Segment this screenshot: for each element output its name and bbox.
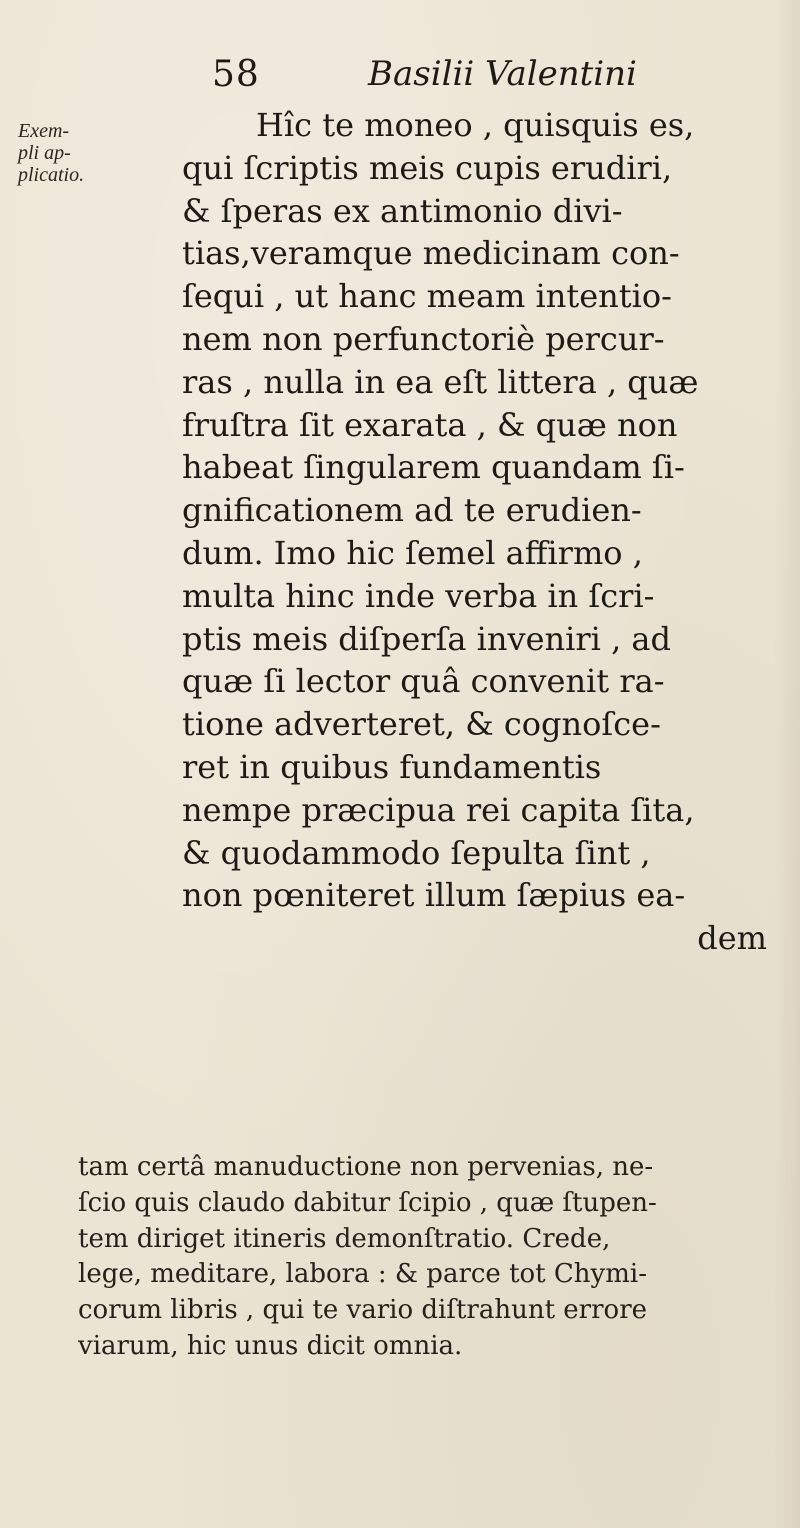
text-line: tias,veramque medicinam con-: [182, 234, 680, 273]
text-line: & quodammodo ſepulta ſint ,: [182, 833, 651, 872]
footer-line: lege, meditare, labora : & parce tot Chymi-: [78, 1259, 647, 1290]
text-line: nem non perfunctoriè percur-: [182, 319, 665, 358]
text-line: quæ ſi lector quâ convenit ra-: [182, 662, 665, 701]
text-line: ſequi , ut hanc meam intentio-: [182, 277, 672, 316]
text-line: tione adverteret, & cognoſce-: [182, 705, 661, 744]
text-line: fruſtra ſit exarata , & quæ non: [182, 405, 678, 444]
margin-note: [18, 120, 208, 186]
page-number: 58: [212, 54, 260, 95]
footer-line: tam certâ manuductione non pervenias, ne-: [78, 1152, 654, 1182]
text-line: qui ſcriptis meis cupis erudiri,: [182, 148, 673, 187]
text-line: Hîc te moneo , quisquis es,: [256, 106, 695, 144]
footer-line: viarum, hic unus dicit omnia.: [78, 1330, 463, 1361]
page-fold-shadow: [774, 0, 800, 1528]
text-line: multa hinc inde verba in ſcri-: [182, 576, 655, 615]
text-line: dum. Imo hic ſemel affirmo ,: [182, 533, 643, 572]
text-line: ptis meis diſperſa inveniri , ad: [182, 619, 671, 658]
text-line: non pœniteret illum ſæpius ea-: [182, 876, 686, 915]
text-line: nempe præcipua rei capita ſita,: [182, 790, 695, 829]
margin-note-line: pli ap-: [18, 142, 71, 164]
page-header: [0, 54, 800, 100]
footer-line: corum libris , qui te vario diſtrahunt errore: [78, 1295, 648, 1326]
main-text-block: [182, 104, 767, 960]
text-line: gnificationem ad te erudien-: [182, 491, 642, 530]
margin-note-line: Exem-: [18, 120, 70, 142]
text-line: habeat ſingularem quandam ſi-: [182, 448, 685, 487]
footer-line: ſcio quis claudo dabitur ſcipio , quæ ſtupen-: [78, 1187, 657, 1218]
footer-line: tem diriget itineris demonſtratio. Crede,: [78, 1223, 611, 1254]
running-head: Basilii Valentini: [368, 54, 637, 94]
margin-note-line: plicatio.: [18, 164, 85, 186]
catchword: dem: [697, 919, 767, 958]
text-line: ret in quibus fundamentis: [182, 747, 602, 786]
text-line: ras , nulla in ea eſt littera , quæ: [182, 362, 699, 401]
text-line: & ſperas ex antimonio divi-: [182, 191, 623, 230]
bleed-through-text: [78, 1150, 778, 1365]
